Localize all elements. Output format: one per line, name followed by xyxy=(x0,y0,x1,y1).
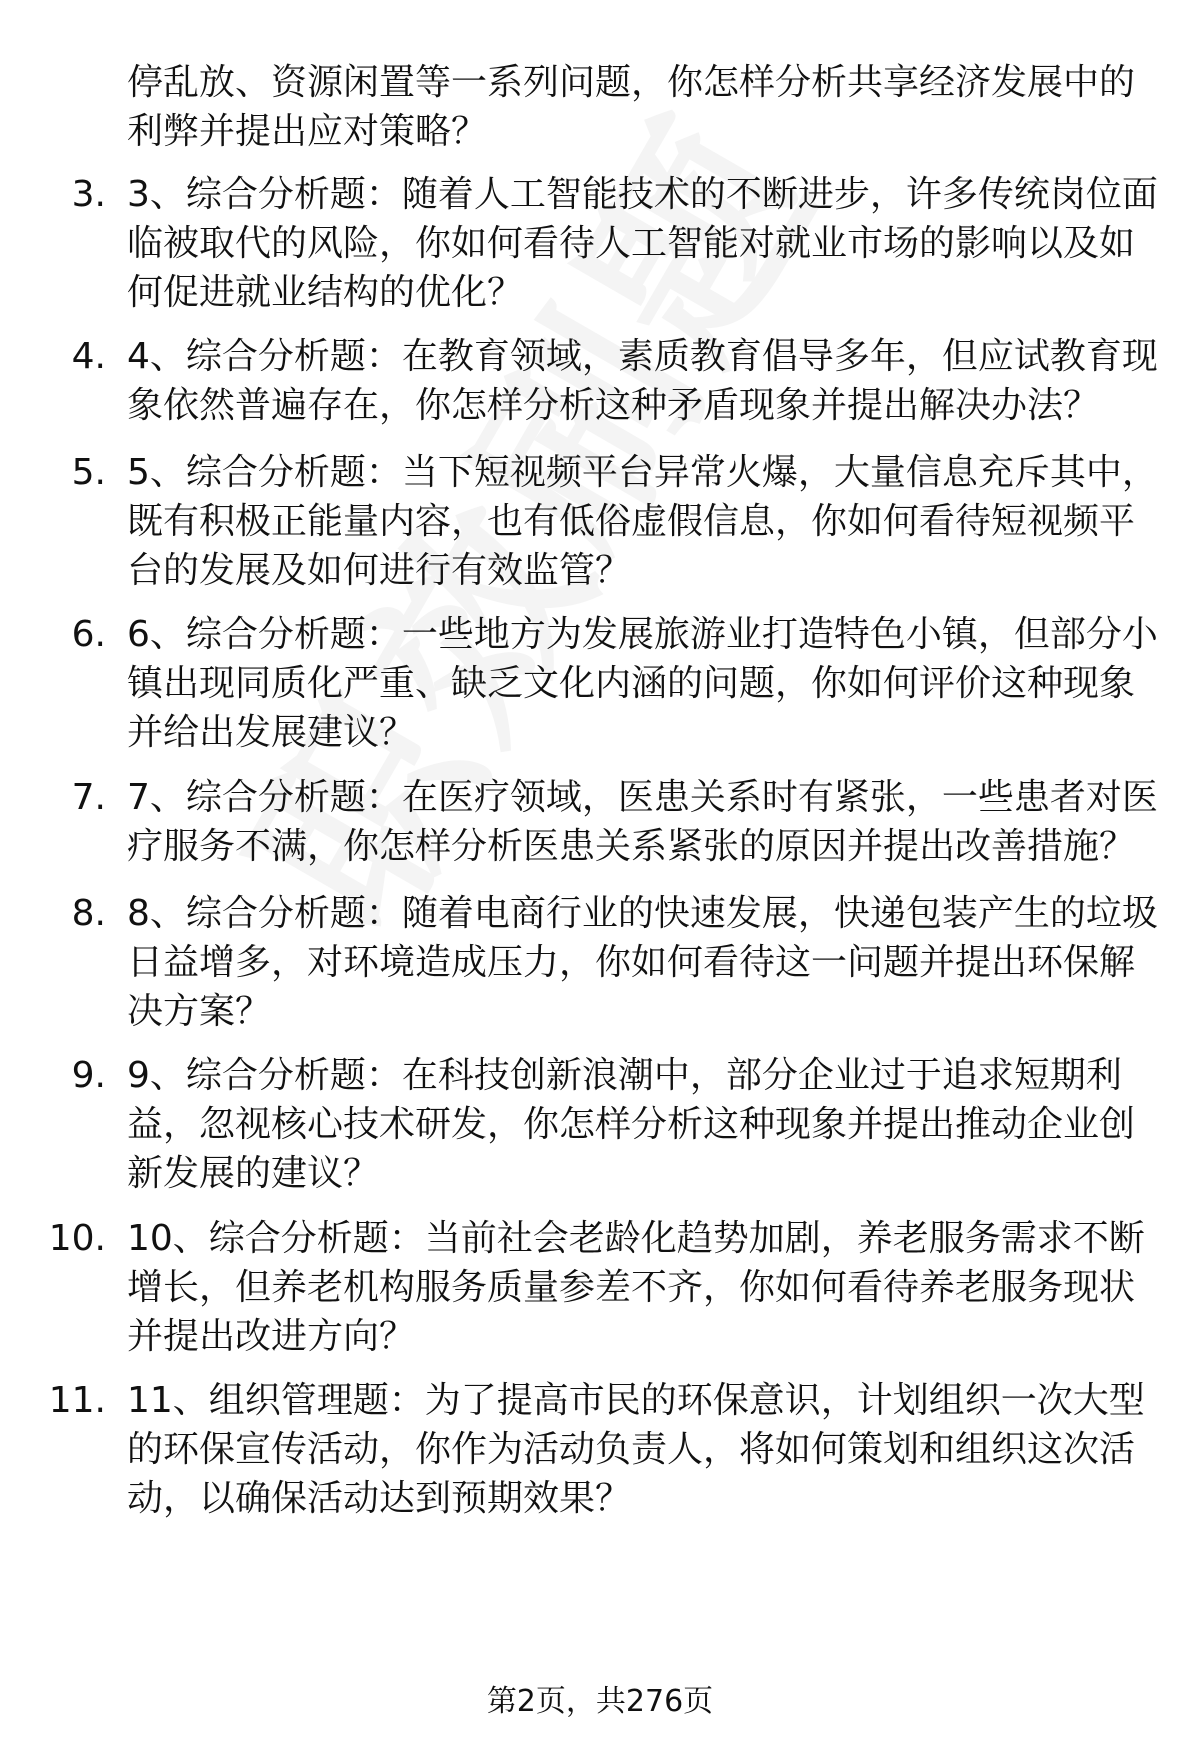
text-line: 9、综合分析题：在科技创新浪潮中，部分企业过于追求短期利 xyxy=(127,1055,1122,1096)
text-line: 镇出现同质化严重、缺乏文化内涵的问题，你如何评价这种现象 xyxy=(127,663,1136,704)
item-text xyxy=(127,1376,1167,1523)
item-number: 11. xyxy=(48,1380,106,1421)
text-line: 3、综合分析题：随着人工智能技术的不断进步，许多传统岗位面 xyxy=(127,174,1158,215)
item-number: 6. xyxy=(71,614,106,655)
text-line: 11、组织管理题：为了提高市民的环保意识，计划组织一次大型 xyxy=(127,1380,1145,1421)
item-text xyxy=(127,1214,1167,1361)
text-line: 动，以确保活动达到预期效果？ xyxy=(127,1478,632,1519)
item-text xyxy=(127,1051,1167,1198)
text-line: 台的发展及如何进行有效监管？ xyxy=(127,550,632,591)
text-line: 日益增多，对环境造成压力，你如何看待这一问题并提出环保解 xyxy=(127,942,1136,983)
text-line: 新发展的建议？ xyxy=(127,1153,380,1194)
text-line: 疗服务不满，你怎样分析医患关系紧张的原因并提出改善措施？ xyxy=(127,826,1136,867)
text-line: 并提出改进方向？ xyxy=(127,1316,416,1357)
question-2-continuation xyxy=(127,58,1167,156)
item-text xyxy=(127,610,1167,757)
item-number: 7. xyxy=(71,777,106,818)
item-number: 5. xyxy=(71,452,106,493)
text-line: 临被取代的风险，你如何看待人工智能对就业市场的影响以及如 xyxy=(127,223,1136,264)
text-line: 的环保宣传活动，你作为活动负责人，将如何策划和组织这次活 xyxy=(127,1429,1136,1470)
text-line: 6、综合分析题：一些地方为发展旅游业打造特色小镇，但部分小 xyxy=(127,614,1158,655)
text-line: 象依然普遍存在，你怎样分析这种矛盾现象并提出解决办法？ xyxy=(127,385,1100,426)
text-line: 决方案？ xyxy=(127,991,272,1032)
item-number: 10. xyxy=(48,1218,106,1259)
item-number: 3. xyxy=(71,174,106,215)
item-text xyxy=(127,448,1167,595)
page-footer: 第2页，共276页 xyxy=(486,1684,714,1719)
item-text xyxy=(127,773,1167,871)
item-number: 9. xyxy=(71,1055,106,1096)
item-text xyxy=(127,170,1167,317)
text-line: 4、综合分析题：在教育领域，素质教育倡导多年，但应试教育现 xyxy=(127,336,1158,377)
item-text xyxy=(127,889,1167,1036)
text-line: 既有积极正能量内容，也有低俗虚假信息，你如何看待短视频平 xyxy=(127,501,1136,542)
text-line: 8、综合分析题：随着电商行业的快速发展，快递包装产生的垃圾 xyxy=(127,893,1158,934)
item-number: 4. xyxy=(71,336,106,377)
text-line: 增长，但养老机构服务质量参差不齐，你如何看待养老服务现状 xyxy=(127,1267,1136,1308)
text-line: 5、综合分析题：当下短视频平台异常火爆，大量信息充斥其中， xyxy=(127,452,1158,493)
text-line: 利弊并提出应对策略？ xyxy=(127,111,488,152)
text-line: 何促进就业结构的优化？ xyxy=(127,272,524,313)
item-text xyxy=(127,332,1167,430)
text-line: 10、综合分析题：当前社会老龄化趋势加剧，养老服务需求不断 xyxy=(127,1218,1145,1259)
item-number: 8. xyxy=(71,893,106,934)
text-line: 停乱放、资源闲置等一系列问题，你怎样分析共享经济发展中的 xyxy=(127,62,1136,103)
text-line: 益，忽视核心技术研发，你怎样分析这种现象并提出推动企业创 xyxy=(127,1104,1136,1145)
text-line: 并给出发展建议？ xyxy=(127,712,416,753)
text-line: 7、综合分析题：在医疗领域，医患关系时有紧张，一些患者对医 xyxy=(127,777,1158,818)
